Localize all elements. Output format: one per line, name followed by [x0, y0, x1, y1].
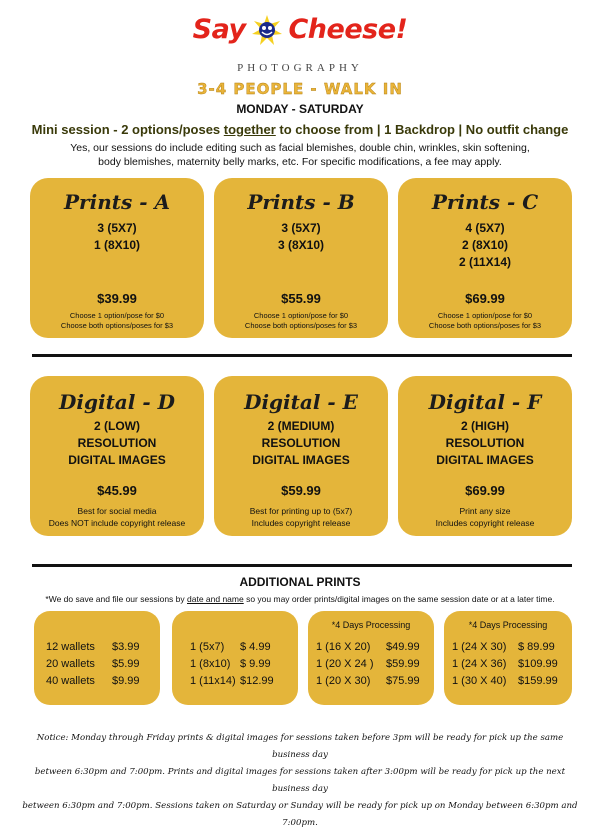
package-title: Prints - A: [64, 190, 170, 214]
package-item: 3 (8X10): [277, 238, 325, 252]
package-note: Does NOT include copyright release: [48, 518, 186, 528]
package-card-digital-d: [30, 376, 204, 536]
price-row: [316, 673, 420, 690]
package-note: Choose 1 option/pose for $0: [253, 311, 349, 320]
note-text-pre: *We do save and file our sessions by: [45, 594, 187, 604]
package-item: DIGITAL IMAGES: [68, 453, 166, 467]
package-item: DIGITAL IMAGES: [252, 453, 350, 467]
package-item: 3 (5X7): [281, 221, 321, 235]
package-note: Best for printing up to (5x7): [249, 506, 353, 516]
item-label: 1 (8x10): [190, 658, 231, 670]
item-price: $109.99: [518, 658, 558, 670]
package-item: 2 (11X14): [458, 255, 512, 269]
package-note: Includes copyright release: [435, 518, 535, 528]
mini-text-pre: Mini session - 2 options/poses: [31, 122, 224, 137]
package-title: Prints - B: [247, 190, 355, 214]
additional-prints-note: [10, 594, 590, 604]
package-price: $55.99: [281, 291, 321, 306]
price-row: [316, 639, 420, 656]
notice-line: between 6:30pm and 7:00pm. Prints and digital images for sessions taken after 3:00pm will be ready for pick up the next business day: [34, 767, 566, 794]
price-row: [46, 639, 140, 656]
item-price: $ 9.99: [240, 658, 271, 670]
additional-prints-title: ADDITIONAL PRINTS: [239, 575, 361, 589]
item-price: $ 89.99: [518, 641, 555, 653]
package-title: Digital - F: [428, 390, 542, 414]
item-label: 1 (5x7): [190, 641, 225, 653]
item-price: $3.99: [112, 641, 140, 653]
mini-text-post: to choose from | 1 Backdrop | No outfit change: [275, 122, 569, 137]
editing-description: [40, 141, 560, 169]
smiley-face-icon: [252, 15, 282, 45]
package-card-digital-f: [398, 376, 572, 536]
package-title: Digital - E: [244, 390, 358, 414]
package-item: 4 (5X7): [465, 221, 505, 235]
pickup-notice: [20, 730, 580, 832]
package-note: Print any size: [459, 506, 511, 516]
package-card-prints-b: [214, 178, 388, 338]
brand-word-right: Cheese!: [288, 14, 408, 45]
small-prints-card: [172, 611, 298, 705]
item-label: 12 wallets: [46, 641, 95, 653]
package-card-prints-a: [30, 178, 204, 338]
item-price: $75.99: [386, 675, 420, 687]
package-note: Choose 1 option/pose for $0: [69, 311, 165, 320]
item-label: 1 (30 X 40): [452, 675, 507, 687]
package-item: 2 (MEDIUM): [267, 419, 335, 433]
item-price: $12.99: [240, 675, 274, 687]
notice-line: Notice: Monday through Friday prints & digital images for sessions taken before 3pm will be ready for pick up the same business day: [36, 733, 564, 760]
large-prints-table: [452, 639, 558, 690]
processing-note: *4 Days Processing: [468, 620, 548, 630]
package-item: RESOLUTION: [261, 436, 341, 450]
large-prints-card: [444, 611, 572, 705]
description-line: Yes, our sessions do include editing such as facial blemishes, double chin, wrinkles, skin softening,: [70, 142, 530, 154]
mini-session-summary: [0, 122, 600, 137]
item-label: 20 wallets: [46, 658, 95, 670]
medium-prints-table: [316, 639, 420, 690]
item-price: $59.99: [386, 658, 420, 670]
brand-subtitle: PHOTOGRAPHY: [237, 62, 363, 74]
package-note: Choose 1 option/pose for $0: [437, 311, 533, 320]
package-title: Prints - C: [431, 190, 539, 214]
item-price: $49.99: [386, 641, 420, 653]
package-note: Choose both options/poses for $3: [60, 321, 174, 330]
page-headline: 3-4 PEOPLE - WALK IN: [197, 80, 403, 98]
notice-line: between 6:30pm and 7:00pm. Sessions taken on Saturday or Sunday will be ready for pick up on Monday between 6:30pm and 7:00pm.: [22, 801, 578, 828]
package-price: $39.99: [97, 291, 137, 306]
item-label: 1 (20 X 30): [316, 675, 371, 687]
package-item: 3 (5X7): [97, 221, 137, 235]
package-item: 2 (8X10): [461, 238, 509, 252]
package-price: $59.99: [281, 483, 321, 498]
item-label: 1 (16 X 20): [316, 641, 371, 653]
item-label: 40 wallets: [46, 675, 95, 687]
package-item: RESOLUTION: [77, 436, 157, 450]
item-price: $ 4.99: [240, 641, 271, 653]
price-row: [452, 639, 558, 656]
package-note: Best for social media: [77, 506, 157, 516]
price-row: [316, 656, 420, 673]
package-price: $69.99: [465, 483, 505, 498]
package-card-prints-c: [398, 178, 572, 338]
item-label: 1 (11x14): [190, 675, 236, 687]
package-item: RESOLUTION: [445, 436, 525, 450]
item-label: 1 (24 X 36): [452, 658, 507, 670]
package-note: Choose both options/poses for $3: [244, 321, 358, 330]
price-row: [190, 656, 274, 673]
package-item: DIGITAL IMAGES: [436, 453, 534, 467]
processing-note: *4 Days Processing: [331, 620, 411, 630]
item-price: $9.99: [112, 675, 140, 687]
package-item: 2 (LOW): [94, 419, 140, 433]
description-line: body blemishes, maternity belly marks, etc. For specific modifications, a fee may apply.: [98, 156, 502, 168]
item-label: 1 (20 X 24 ): [316, 658, 374, 670]
section-divider: [32, 354, 572, 357]
package-title: Digital - D: [59, 390, 175, 414]
mini-text-underlined: together: [223, 122, 276, 137]
price-row: [452, 673, 558, 690]
section-divider: [32, 564, 572, 567]
item-price: $159.99: [518, 675, 558, 687]
item-label: 1 (24 X 30): [452, 641, 507, 653]
price-row: [190, 639, 274, 656]
medium-prints-card: [308, 611, 434, 705]
brand-word-left: Say: [192, 14, 246, 45]
package-note: Includes copyright release: [251, 518, 351, 528]
price-row: [46, 673, 140, 690]
note-text-underlined: date and name: [187, 594, 244, 604]
price-row: [46, 656, 140, 673]
package-price: $45.99: [97, 483, 137, 498]
package-item: 2 (HIGH): [461, 419, 509, 433]
package-item: 1 (8X10): [93, 238, 141, 252]
package-card-digital-e: [214, 376, 388, 536]
price-row: [190, 673, 274, 690]
wallets-table: [46, 639, 140, 690]
package-note: Choose both options/poses for $3: [428, 321, 542, 330]
small-prints-table: [190, 639, 274, 690]
item-price: $5.99: [112, 658, 140, 670]
brand-logo: [0, 14, 600, 45]
package-price: $69.99: [465, 291, 505, 306]
session-days: MONDAY - SATURDAY: [236, 102, 364, 116]
note-text-post: so you may order prints/digital images on the same session date or at a later time.: [243, 594, 555, 604]
price-row: [452, 656, 558, 673]
wallets-card: [34, 611, 160, 705]
